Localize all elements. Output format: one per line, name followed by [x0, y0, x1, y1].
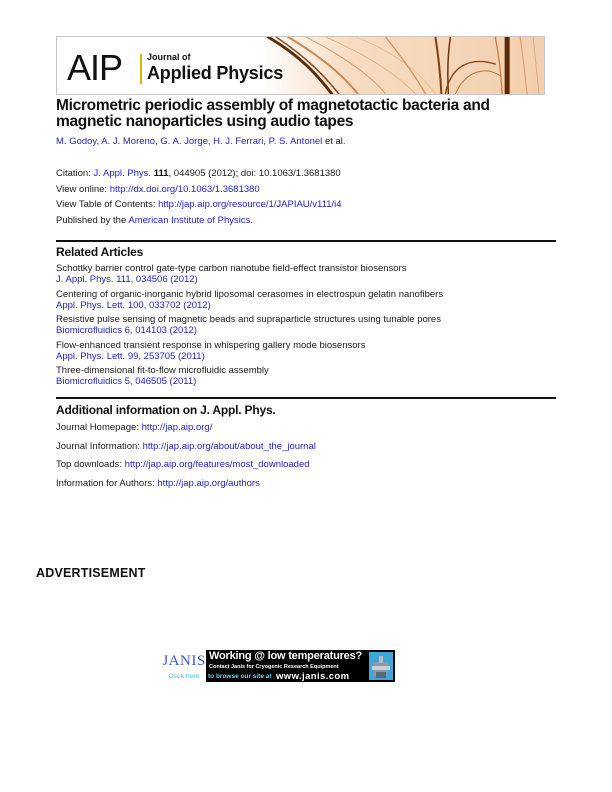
authors-suffix: et al.: [324, 136, 346, 147]
journal-name: Applied Physics: [147, 63, 284, 83]
related-articles-list: [56, 263, 443, 391]
related-article-citation[interactable]: J. Appl. Phys. 111, 034506 (2012): [56, 274, 198, 285]
section-divider: [56, 397, 556, 399]
related-article-title: Flow-enhanced transient response in whispering gallery mode biosensors: [56, 339, 366, 351]
view-online-line: [56, 182, 342, 198]
info-link[interactable]: http://jap.aip.org/about/about_the_journal: [142, 440, 316, 452]
janis-logo: JANIS: [162, 650, 206, 672]
info-label: Journal Information:: [56, 440, 140, 452]
authors-link[interactable]: M. Godoy, A. J. Moreno, G. A. Jorge, H. J. Ferrari, P. S. Antonel: [56, 136, 323, 147]
related-article-title: Schottky barrier control gate-type carbon nanotube field-effect transistor biosensors: [56, 263, 407, 274]
info-label: Top downloads:: [56, 459, 123, 470]
related-article: [56, 314, 443, 336]
ad-browse-text: to browse our site at: [208, 673, 272, 680]
view-online-link[interactable]: http://dx.doi.org/10.1063/1.3681380: [109, 183, 260, 195]
view-online-label: View online:: [56, 183, 108, 195]
info-link[interactable]: http://jap.aip.org/: [141, 422, 213, 433]
info-row: [56, 419, 316, 438]
author-line: [56, 136, 346, 147]
info-row: [56, 456, 316, 475]
banner-artwork: [57, 37, 544, 94]
citation-line: [56, 166, 342, 182]
related-article-citation[interactable]: Appl. Phys. Lett. 100, 033702 (2012): [56, 299, 211, 311]
info-link[interactable]: http://jap.aip.org/features/most_downloaded: [124, 459, 310, 470]
citation-label: Citation:: [56, 168, 91, 179]
related-article: [56, 289, 443, 311]
toc-label: View Table of Contents:: [56, 199, 156, 210]
published-label: Published by the: [56, 214, 127, 226]
ad-url[interactable]: www.janis.com: [276, 671, 350, 682]
related-article-title: Centering of organic-inorganic hybrid liposomal cerasomes in electrospun gelatin nanofibers: [56, 288, 444, 300]
citation-details: , 044905 (2012); doi: 10.1063/1.3681380: [168, 168, 341, 179]
info-label: Journal Homepage:: [56, 422, 139, 433]
related-article: [56, 340, 443, 362]
aip-logo: AIP: [67, 47, 123, 88]
related-articles-heading: Related Articles: [56, 245, 144, 259]
logo-divider: [140, 54, 142, 84]
additional-info-heading: Additional information on J. Appl. Phys.: [56, 403, 276, 417]
toc-link[interactable]: http://jap.aip.org/resource/1/JAPIAU/v111/i4: [158, 199, 342, 210]
ad-click-here[interactable]: Click here: [162, 672, 206, 682]
additional-info-list: [56, 419, 316, 493]
related-article-citation[interactable]: Biomicrofluidics 5, 046505 (2011): [56, 376, 197, 387]
info-row: [56, 438, 316, 457]
related-article-title: Three-dimensional fit-to-flow microfluidic assembly: [56, 365, 269, 376]
published-suffix: .: [250, 214, 253, 226]
article-meta: [56, 166, 342, 228]
citation-journal-link[interactable]: J. Appl. Phys.: [93, 168, 152, 179]
citation-volume: 111: [153, 168, 169, 179]
related-article: [56, 263, 443, 285]
ad-subline: Contact Janis for Cryogenic Research Equipment: [209, 664, 339, 670]
janis-ad-banner[interactable]: [162, 650, 395, 682]
related-article: [56, 365, 443, 387]
journal-prefix: Journal of: [147, 52, 191, 62]
ad-headline: Working @ low temperatures?: [209, 650, 363, 662]
publisher-link[interactable]: American Institute of Physics: [128, 214, 251, 226]
related-article-citation[interactable]: Biomicrofluidics 6, 014103 (2012): [56, 325, 197, 336]
article-title: Micrometric periodic assembly of magnetotactic bacteria and magnetic nanoparticles using audio tapes: [56, 97, 490, 130]
journal-banner[interactable]: [56, 36, 545, 95]
info-label: Information for Authors:: [56, 477, 155, 489]
toc-line: [56, 197, 342, 213]
info-link[interactable]: http://jap.aip.org/authors: [157, 477, 260, 489]
cryostat-image-icon: [369, 652, 393, 680]
info-row: [56, 475, 316, 494]
advertisement-label: ADVERTISEMENT: [36, 566, 146, 580]
related-article-title: Resistive pulse sensing of magnetic beads and supraparticle structures using tunable pores: [56, 314, 441, 325]
related-article-citation[interactable]: Appl. Phys. Lett. 99, 253705 (2011): [56, 350, 205, 362]
section-divider: [56, 240, 556, 242]
published-line: [56, 213, 342, 229]
